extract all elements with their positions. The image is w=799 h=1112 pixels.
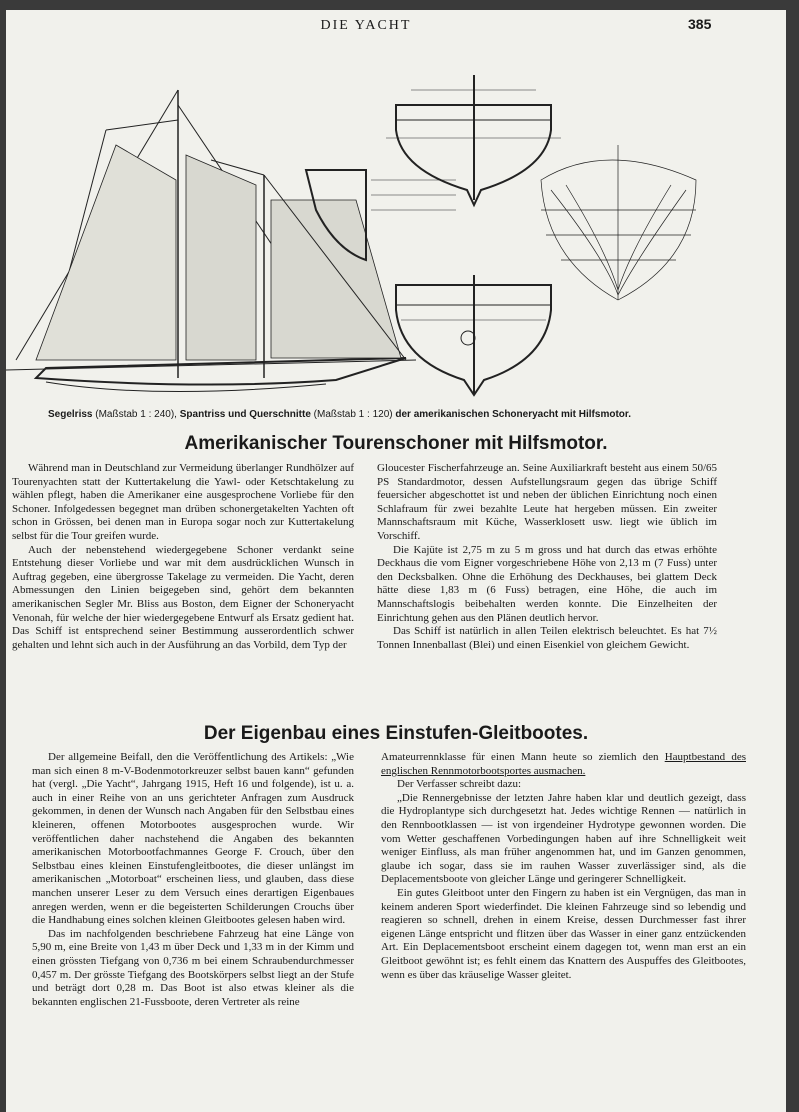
running-title: DIE YACHT [320, 18, 412, 33]
article1-right-column [377, 462, 717, 652]
paragraph: Ein gutes Gleitboot unter den Fingern zu haben ist ein Vergnügen, das man in keinem anderen Sport wiederfindet. Die kleinen Fahrzeuge sind so lebendig und reagieren so schnell, drehen in einem Kreise, dessen Durchmesser fast ihrer eigenen Länge entspricht und flitzen über das Wasser in einer ganz entzückenden Art. Ein Deplacementsboot erscheint einem dagegen tot, wenn man erst an ein Gleitboot gewöhnt ist; es fehlt einem das Knattern des Auspuffes des Gleitbootes, wenn es über das kräuselige Wasser gleitet. [381, 886, 746, 981]
body-plan-drawing [541, 145, 696, 300]
paragraph: Auch der nebenstehend wiedergegebene Schoner verdankt seine Entstehung dieser Vorliebe und war mit dem ausdrücklichen Wunsch in Auftrag gegeben, eine übergrosse Takelage zu vermeiden. Die Yacht, deren Abmessungen den Linien beigegeben sind, gehört dem bekannten amerikanischen Segler Mr. Bliss aus Boston, dem Eigner der Schoneryacht Venonah, für welche der hier wiedergegebene Entwurf als Ersatz gedient hat. Das Schiff ist entsprechend seiner Bestimmung ausserordentlich schwer gehalten und lehnt sich auch in der Ausführung an das Vorbild, dem Typ der [12, 543, 354, 651]
yacht-drawings [6, 60, 786, 410]
magazine-page [6, 10, 786, 1112]
text-span: Amateurrennklasse für einen Mann heute so ziemlich den [381, 751, 659, 763]
cross-section-bottom-drawing [396, 275, 551, 395]
article1-left-column [12, 462, 354, 652]
paragraph: Die Kajüte ist 2,75 m zu 5 m gross und hat durch das etwas erhöhte Deckhaus die vom Eigner vorgeschriebene Höhe von 2,13 m (7 Fuss) unter den Decksbalken. Ohne die Erhöhung des Deckhauses, bei glattem Deck hätte diese 1,83 m (6 Fuss) betragen, eine Höhe, die auch im Mannschaftslogis beibehalten werden konnte. Die Einzelheiten der Einrichtung gehen aus den Plänen deutlich hervor. [377, 543, 717, 624]
paragraph [381, 751, 746, 778]
paragraph: Gloucester Fischerfahrzeuge an. Seine Auxiliarkraft besteht aus einem 50/65 PS Standardmotor, dessen Aufstellungsraum gegen das übrige Schiff feuersicher abgeschottet ist und neben der üblichen Einrichtung noch einen Schlafraum für zwei bezahlte Leute hat hergeben müssen. Ein zweiter Mannschaftsraum mit Küche, Wasserklosett usw. liegt wie üblich im Vorschiff. [377, 462, 717, 542]
sail-plan-drawing [6, 90, 416, 392]
article-title: Amerikanischer Tourenschoner mit Hilfsmotor. [184, 433, 608, 454]
caption-part: Segelriss [48, 409, 93, 420]
article2-left-column [32, 751, 354, 1009]
cross-section-top-drawing [386, 75, 561, 205]
paragraph: Während man in Deutschland zur Vermeidung überlanger Rundhölzer auf Tourenyachten statt der Kuttertakelung die Yawl- oder Ketschtakelung zu wählen pflegt, haben die Amerikaner eine ausgesprochene Vorliebe für den Schoner. Infolgedessen begegnet man drüben schonergetakelten Yachten oft schon in Grössen, bei denen man in Europa sogar noch zur Kuttertakelung selbst für die Tour greifen wurde. [12, 462, 354, 542]
caption-part: (Maßstab 1 : 240), [92, 409, 180, 420]
paragraph: Das im nachfolgenden beschriebene Fahrzeug hat eine Länge von 5,90 m, eine Breite von 1,43 m über Deck und 1,33 m in der Kimm und einen grössten Tiefgang von 0,736 m bei einem Schraubendurchmesser 0,457 m. Der grösste Tiefgang des Bootskörpers selbst liegt an der Stufe und beträgt dort 0,28 m. Das Boot ist also etwas kleiner als die bekannten englischen 21-Fussboote, deren Vertreter als reine [32, 927, 354, 1008]
caption-part: der amerikanischen Schoneryacht mit Hilfsmotor. [395, 409, 632, 420]
text-span: Hauptbestand des englischen Rennmotorbootsportes ausmachen. [381, 751, 746, 777]
page-number: 385 [688, 16, 712, 32]
caption-part: (Maßstab 1 : 120) [310, 409, 396, 420]
caption-part: Spantriss und Querschnitte [179, 409, 311, 420]
figure-caption [48, 409, 768, 420]
paragraph: Der Verfasser schreibt dazu: [397, 778, 522, 791]
paragraph: „Die Rennergebnisse der letzten Jahre haben klar und deutlich gezeigt, dass die Hydroplantype sich durchgesetzt hat. Jedes wichtige Rennen — natürlich in den Rennbootklassen — ist von irgendeiner Hydrotype gewonnen worden. Die vom Wetter geschaffenen Vorbedingungen haben auf ihre Schnelligkeit weit weniger Einfluss, als man früher angenommen hat, und im Ganzen genommen, glaube ich sogar, dass sie im rauhen Wasser zuverlässiger sind, als die Deplacementsboote von gleicher Länge und geringerer Schnelligkeit. [381, 791, 746, 886]
article-title: Der Eigenbau eines Einstufen-Gleitbootes. [203, 723, 589, 744]
paragraph: Das Schiff ist natürlich in allen Teilen elektrisch beleuchtet. Es hat 7½ Tonnen Innenballast (Blei) und einen Eisenkiel von gleichem Gewicht. [377, 625, 717, 651]
article2-right-column [381, 751, 746, 982]
paragraph: Der allgemeine Beifall, den die Veröffentlichung des Artikels: „Wie man sich einen 8 m-V-Bodenmotorkreuzer selbst bauen kann“ gefunden hat (vergl. „Die Yacht“, Jahrgang 1915, Heft 16 und folgende), ist u. a. auch in einer Reihe von an uns gerichteter Anfragen zum Ausdruck gekommen, in denen der Wunsch nach Angaben für den Selbstbau eines kleineren, offenen Motorbootes ausgesprochen wurde. Wir veröffentlichen daher nachstehend die Angaben des bekannten amerikanischen Motorbootfachmannes George F. Crouch, über den Selbstbau eines kleinen Einstufengleitbootes, die dieser unlängst im amerikanischen „Motorboat“ erscheinen liess, und glauben, dass diese manchen unserer Leser zu dem Versuch eines derartigen Eigenbaues anregen werden, wenn er die begeisterten Schilderungen Crouchs über die Handhabung eines solchen kleinen Gleitbootes gelesen haben wird. [32, 751, 354, 927]
